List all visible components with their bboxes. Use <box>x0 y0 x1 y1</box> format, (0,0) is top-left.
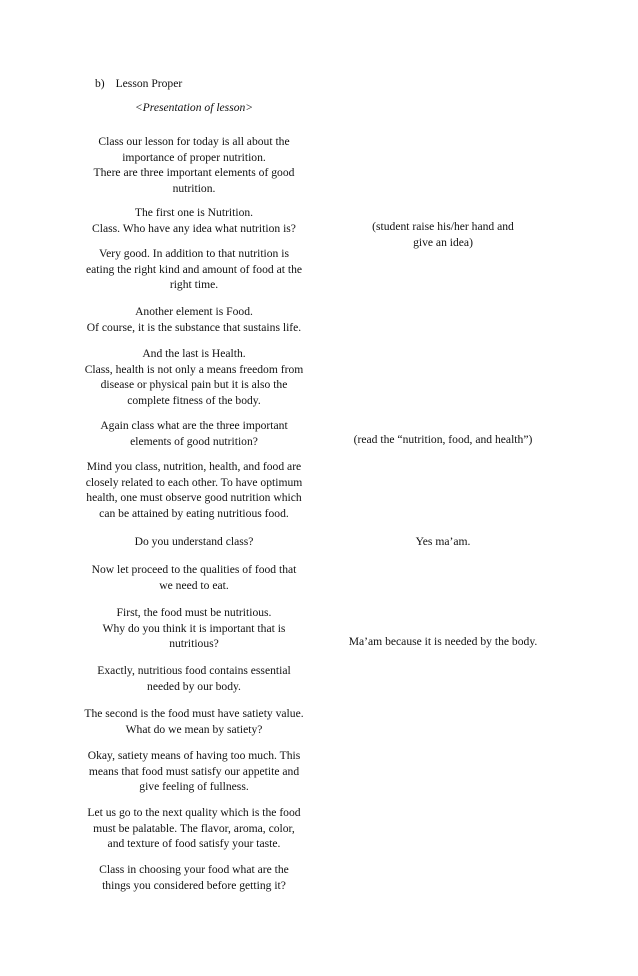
text-line: give feeling of fullness. <box>139 780 249 794</box>
teacher-paragraph <box>74 748 314 795</box>
student-response <box>338 432 548 448</box>
teacher-paragraph <box>74 562 314 593</box>
text-line: And the last is Health. <box>142 347 246 360</box>
text-line: we need to eat. <box>159 578 229 592</box>
text-line: must be palatable. The flavor, aroma, color, <box>93 821 295 835</box>
text-line: closely related to each other. To have optimum <box>85 475 303 489</box>
text-line: give an idea) <box>413 235 473 249</box>
text-line: The second is the food must have satiety value. <box>84 707 304 720</box>
text-line: needed by our body. <box>147 679 241 693</box>
text-line: Very good. In addition to that nutrition is <box>99 247 289 260</box>
text-line: Do you understand class? <box>134 535 254 548</box>
text-line: importance of proper nutrition. <box>122 150 266 164</box>
teacher-paragraph <box>74 346 314 408</box>
teacher-paragraph <box>74 805 314 852</box>
teacher-paragraph <box>74 246 314 293</box>
teacher-paragraph <box>74 862 314 893</box>
text-line: Class, health is not only a means freedom from <box>84 362 304 376</box>
text-line: disease or physical pain but it is also the <box>100 378 288 392</box>
text-line: eating the right kind and amount of food at the <box>85 262 303 276</box>
student-response <box>338 534 548 550</box>
text-line: Class. Who have any idea what nutrition is? <box>92 221 296 235</box>
text-line: elements of good nutrition? <box>130 434 258 448</box>
text-line: can be attained by eating nutritious food. <box>99 506 289 520</box>
text-line: nutrition. <box>172 181 216 195</box>
text-line: Class in choosing your food what are the <box>99 863 289 876</box>
teacher-paragraph <box>74 605 314 652</box>
teacher-paragraph <box>74 418 314 449</box>
text-line: Again class what are the three important <box>100 419 288 432</box>
text-line: Exactly, nutritious food contains essential <box>97 664 291 677</box>
text-line: There are three important elements of good <box>93 166 295 180</box>
text-line: Another element is Food. <box>135 305 253 318</box>
text-line: (read the “nutrition, food, and health”) <box>353 433 533 446</box>
teacher-paragraph <box>74 459 314 521</box>
text-line: Class our lesson for today is all about the <box>98 135 290 148</box>
text-line: Yes ma’am. <box>415 535 471 548</box>
text-line: things you considered before getting it? <box>102 878 286 892</box>
text-line: Of course, it is the substance that sustains life. <box>86 320 302 334</box>
text-line: Okay, satiety means of having too much. This <box>87 749 301 762</box>
section-heading <box>95 76 182 92</box>
text-line: and texture of food satisfy your taste. <box>107 837 281 851</box>
text-line: Mind you class, nutrition, health, and food are <box>86 460 302 473</box>
text-line: health, one must observe good nutrition which <box>86 491 302 505</box>
teacher-paragraph <box>74 534 314 550</box>
section-title: Lesson Proper <box>115 77 183 90</box>
text-line: complete fitness of the body. <box>127 393 261 407</box>
text-line: Ma’am because it is needed by the body. <box>348 635 538 648</box>
text-line: The first one is Nutrition. <box>134 206 254 219</box>
student-response <box>338 634 548 650</box>
text-line: First, the food must be nutritious. <box>116 606 272 619</box>
text-line: (student raise his/her hand and <box>372 220 514 233</box>
section-marker: b) <box>95 77 105 90</box>
teacher-paragraph <box>74 134 314 196</box>
text-line: means that food must satisfy our appetite and <box>88 764 300 778</box>
text-line: Why do you think it is important that is <box>102 621 286 635</box>
teacher-paragraph <box>74 304 314 335</box>
teacher-paragraph <box>74 205 314 236</box>
teacher-paragraph <box>74 663 314 694</box>
text-line: Let us go to the next quality which is the food <box>87 806 301 819</box>
student-response <box>338 219 548 250</box>
section-subtitle: <Presentation of lesson> <box>134 101 254 114</box>
text-line: nutritious? <box>169 637 219 651</box>
teacher-paragraph <box>74 706 314 737</box>
text-line: right time. <box>169 278 219 292</box>
text-line: What do we mean by satiety? <box>125 722 263 736</box>
text-line: Now let proceed to the qualities of food that <box>91 563 297 576</box>
